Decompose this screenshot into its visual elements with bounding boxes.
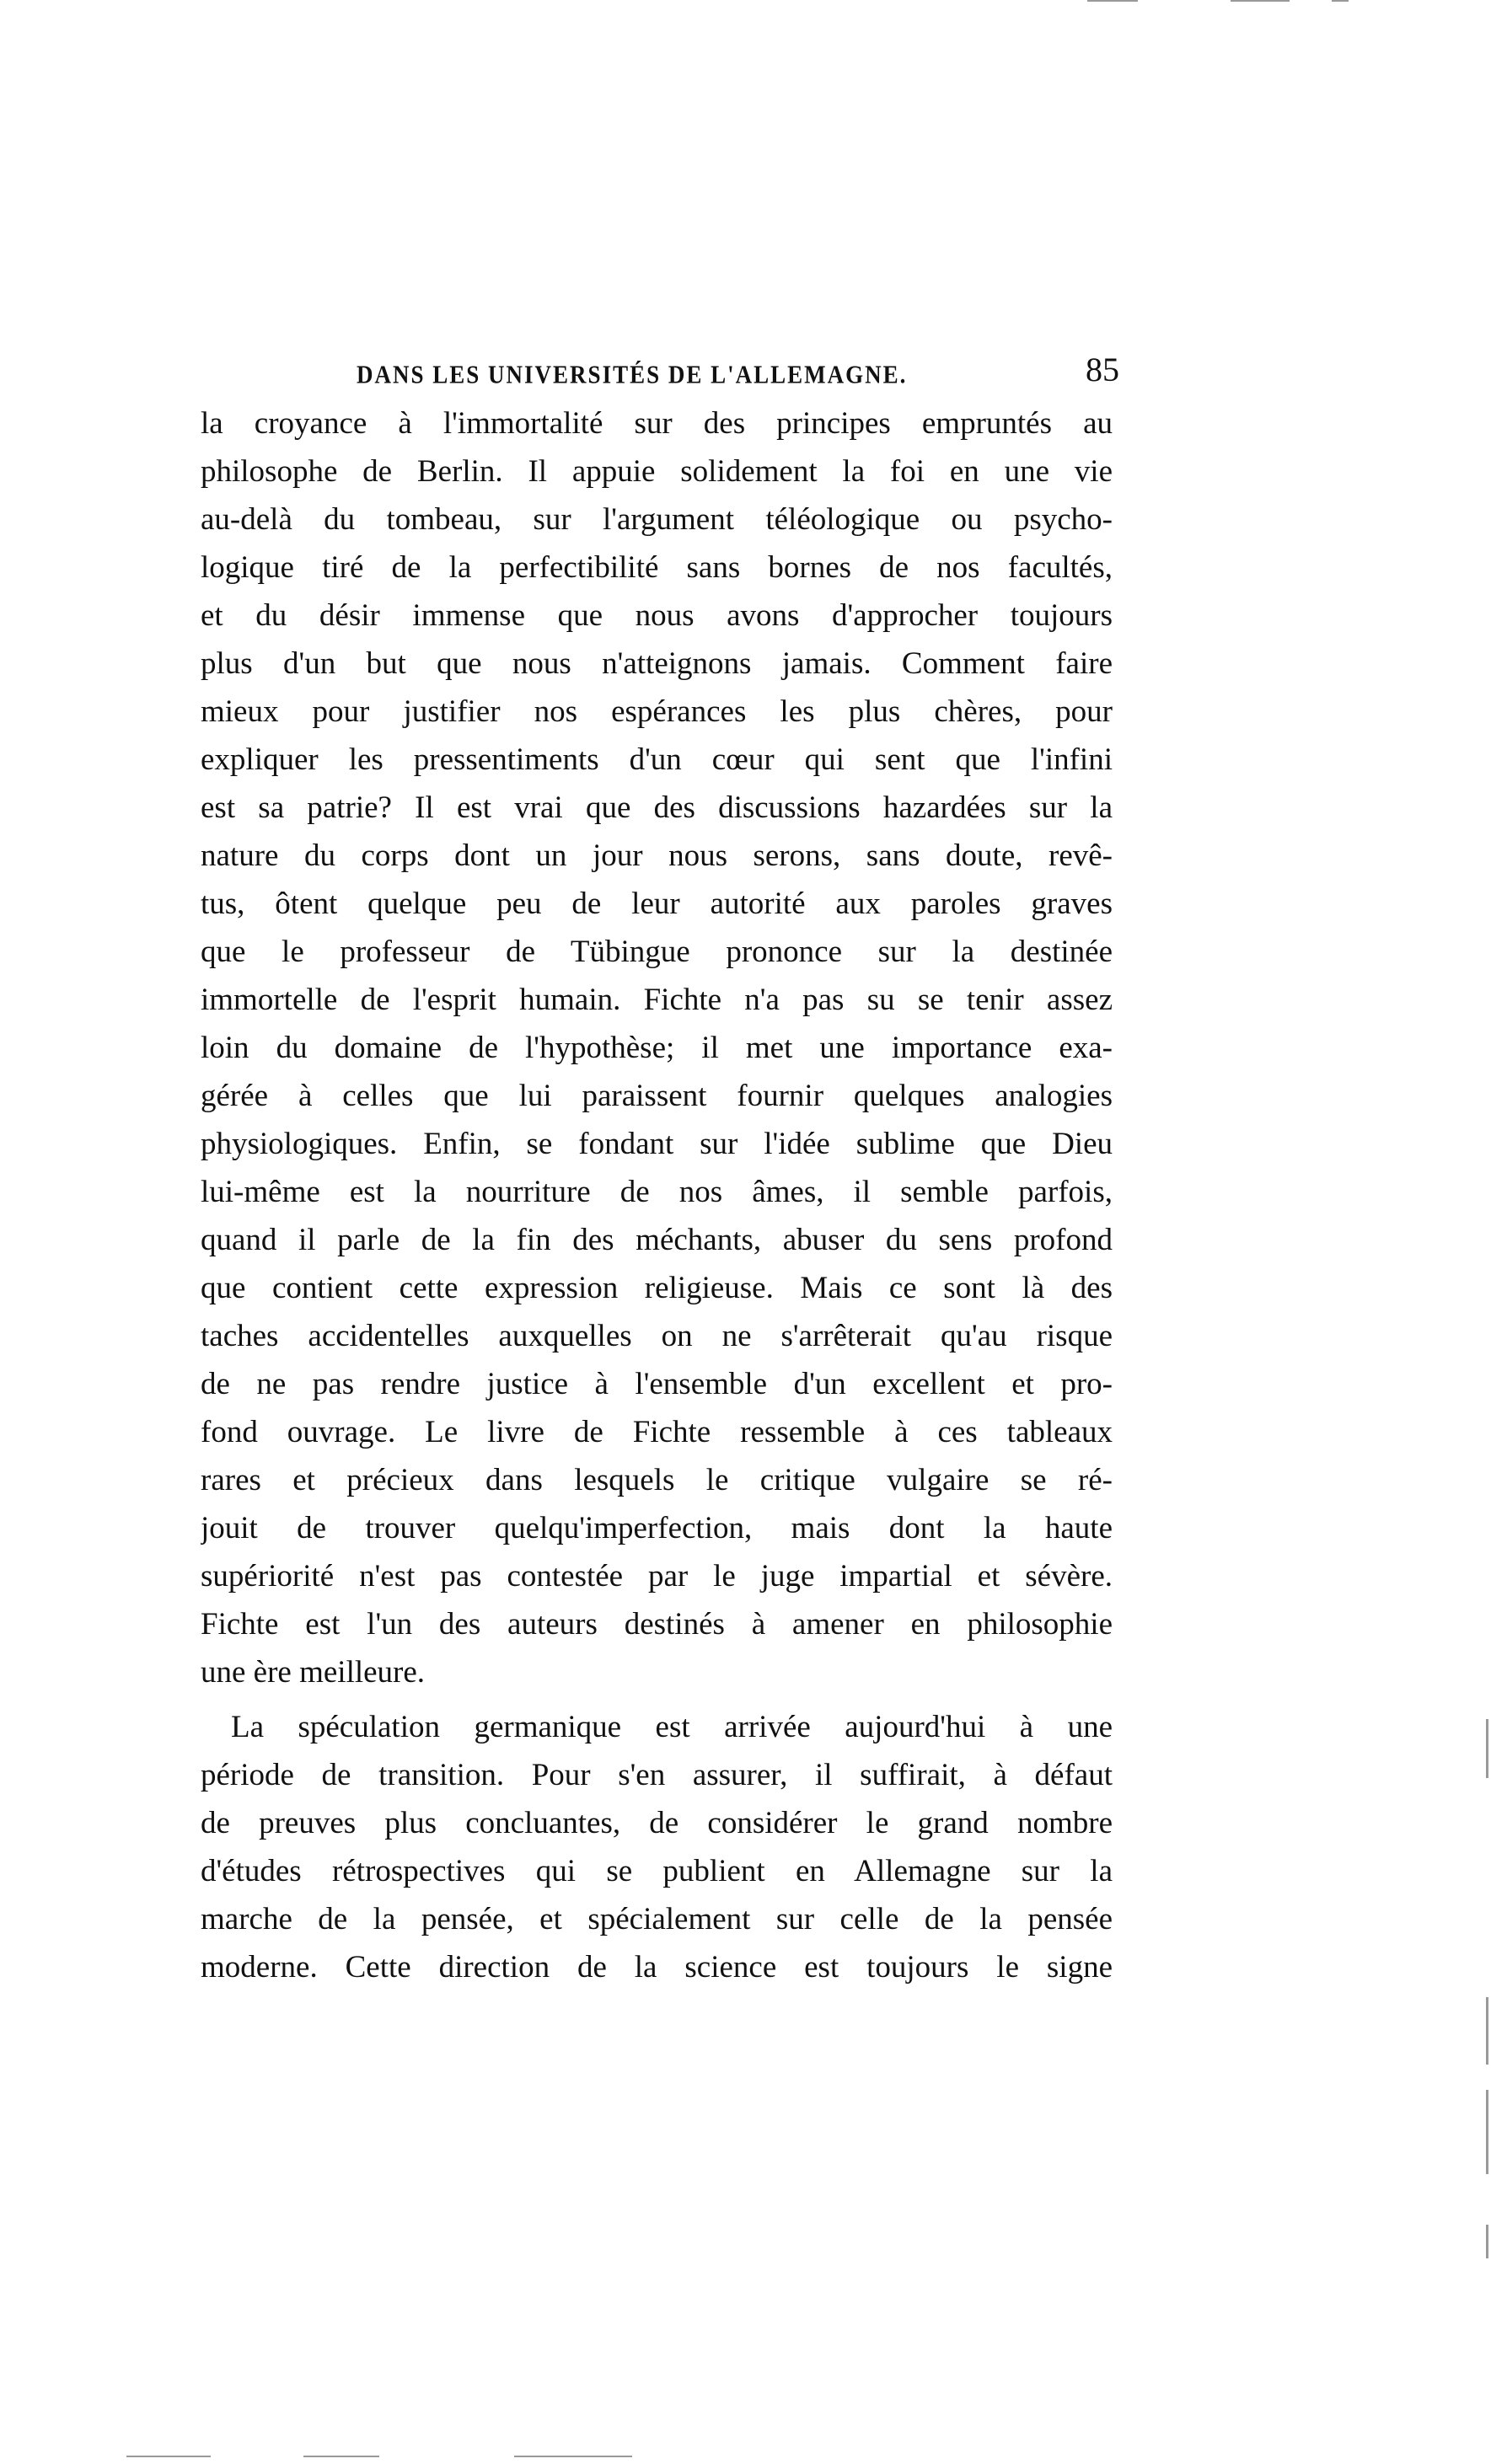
text-line: marche de la pensée, et spécialement sur celle de la pensée bbox=[201, 1902, 1113, 1936]
text-line: immortelle de l'esprit humain. Fichte n'a pas su se tenir assez bbox=[201, 983, 1113, 1017]
scan-artifact bbox=[1087, 0, 1138, 2]
text-line: loin du domaine de l'hypothèse; il met une importance exa- bbox=[201, 1031, 1113, 1065]
text-line: fond ouvrage. Le livre de Fichte ressemble à ces tableaux bbox=[201, 1415, 1113, 1449]
text-line: est sa patrie? Il est vrai que des discussions hazardées sur la bbox=[201, 790, 1113, 825]
text-line: une ère meilleure. bbox=[201, 1655, 426, 1690]
text-line: expliquer les pressentiments d'un cœur qui sent que l'infini bbox=[201, 742, 1113, 777]
text-line: jouit de trouver quelqu'imperfection, mais dont la haute bbox=[201, 1511, 1113, 1545]
text-line: de preuves plus concluantes, de considérer le grand nombre bbox=[201, 1806, 1113, 1840]
text-line: supériorité n'est pas contestée par le juge impartial et sévère. bbox=[201, 1559, 1113, 1594]
page-number: 85 bbox=[1086, 351, 1119, 388]
text-line: au-delà du tombeau, sur l'argument téléologique ou psycho- bbox=[201, 502, 1113, 537]
text-line: taches accidentelles auxquelles on ne s'arrêterait qu'au risque bbox=[201, 1319, 1113, 1353]
body-text bbox=[201, 399, 1113, 1991]
text-line: La spéculation germanique est arrivée aujourd'hui à une bbox=[231, 1710, 1113, 1744]
text-line: plus d'un but que nous n'atteignons jamais. Comment faire bbox=[201, 646, 1113, 681]
text-line: moderne. Cette direction de la science est toujours le signe bbox=[201, 1950, 1113, 1985]
scan-artifact bbox=[1486, 1997, 1488, 2065]
paragraph-gap bbox=[201, 1696, 1113, 1703]
text-line: et du désir immense que nous avons d'approcher toujours bbox=[201, 598, 1113, 633]
text-line: que contient cette expression religieuse. Mais ce sont là des bbox=[201, 1271, 1113, 1305]
text-line: logique tiré de la perfectibilité sans bornes de nos facultés, bbox=[201, 550, 1113, 585]
text-line: de ne pas rendre justice à l'ensemble d'un excellent et pro- bbox=[201, 1367, 1113, 1401]
scan-artifact bbox=[1231, 0, 1290, 2]
scan-artifact bbox=[303, 2456, 379, 2457]
text-line: physiologiques. Enfin, se fondant sur l'idée sublime que Dieu bbox=[201, 1127, 1113, 1161]
page-header bbox=[201, 350, 1119, 397]
text-line: Fichte est l'un des auteurs destinés à amener en philosophie bbox=[201, 1607, 1113, 1642]
text-line: que le professeur de Tübingue prononce sur la destinée bbox=[201, 935, 1113, 969]
text-line: d'études rétrospectives qui se publient en Allemagne sur la bbox=[201, 1854, 1113, 1888]
text-line: période de transition. Pour s'en assurer, il suffirait, à défaut bbox=[201, 1758, 1113, 1792]
text-line: la croyance à l'immortalité sur des principes empruntés au bbox=[201, 406, 1113, 441]
text-line: rares et précieux dans lesquels le critique vulgaire se ré- bbox=[201, 1463, 1113, 1497]
scan-artifact bbox=[514, 2456, 632, 2457]
text-line: gérée à celles que lui paraissent fournir quelques analogies bbox=[201, 1079, 1113, 1113]
scan-artifact bbox=[1486, 1719, 1488, 1778]
scan-artifact bbox=[1332, 0, 1349, 2]
scan-artifact bbox=[126, 2456, 211, 2457]
scan-artifact bbox=[1486, 2225, 1488, 2258]
text-line: quand il parle de la fin des méchants, abuser du sens profond bbox=[201, 1223, 1113, 1257]
text-line: philosophe de Berlin. Il appuie solidement la foi en une vie bbox=[201, 454, 1113, 489]
text-line: mieux pour justifier nos espérances les plus chères, pour bbox=[201, 694, 1113, 729]
scan-artifact bbox=[1486, 2090, 1488, 2174]
running-head: DANS LES UNIVERSITÉS DE L'ALLEMAGNE. bbox=[357, 360, 908, 389]
text-line: tus, ôtent quelque peu de leur autorité aux paroles graves bbox=[201, 887, 1113, 921]
text-line: nature du corps dont un jour nous serons, sans doute, revê- bbox=[201, 838, 1113, 873]
text-line: lui-même est la nourriture de nos âmes, il semble parfois, bbox=[201, 1175, 1113, 1209]
